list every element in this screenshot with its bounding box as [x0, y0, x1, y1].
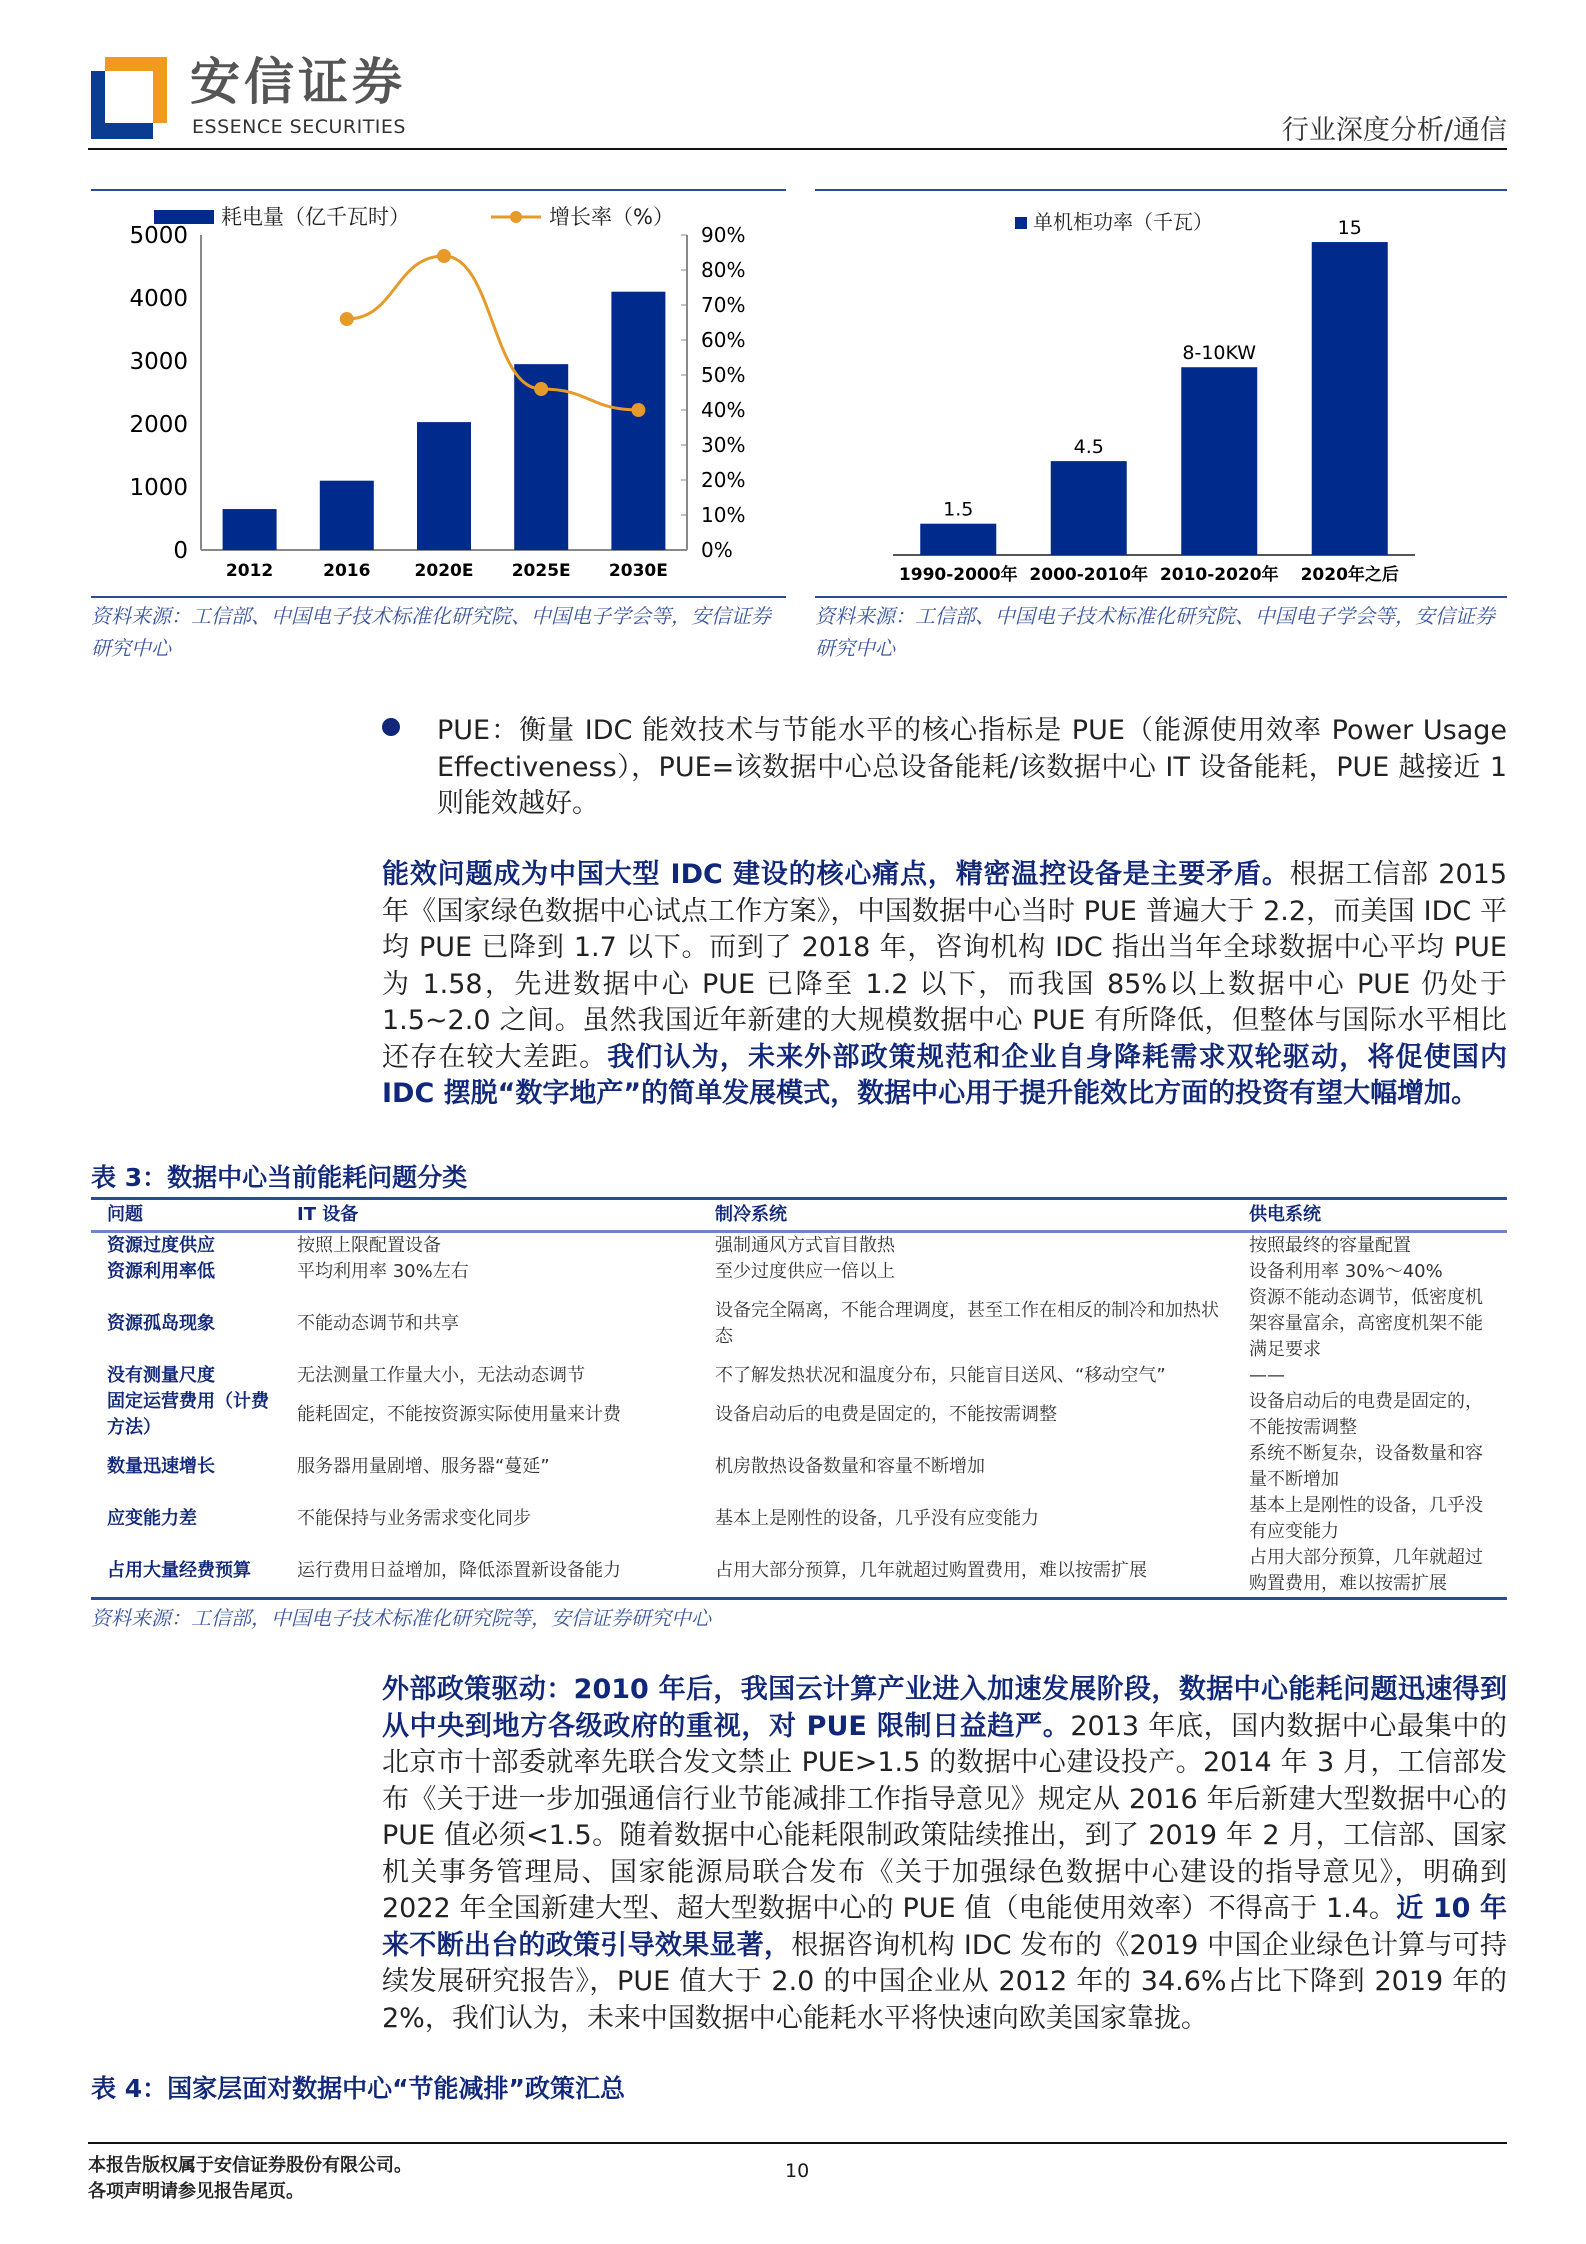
rack-power-chart [815, 195, 1507, 595]
table3-title: 表 3：数据中心当前能耗问题分类 [91, 1163, 468, 1192]
y2-tick-label: 90% [701, 223, 746, 247]
table-cell: 强制通风方式盲目散热 [715, 1235, 895, 1256]
issue-cell: 固定运营费用（计费方法） [107, 1391, 269, 1438]
table-row [91, 1232, 1507, 1260]
table-cell: 无法测量工作量大小，无法动态调节 [297, 1365, 585, 1386]
chart1-source: 资料来源：工信部、中国电子技术标准化研究院、中国电子学会等，安信证券研究中心 [91, 604, 771, 660]
para1-lead: 能效问题成为中国大型 IDC 建设的核心痛点，精密温控设备是主要矛盾。 [382, 859, 1290, 890]
table-row [91, 1285, 1507, 1363]
table-row [91, 1493, 1507, 1545]
growth-point [437, 249, 451, 263]
brand-name-cn: 安信证券 [190, 53, 406, 111]
issue-cell: 应变能力差 [107, 1508, 197, 1529]
data-label: 1.5 [943, 498, 974, 521]
col-header: IT 设备 [281, 1199, 699, 1232]
table-cell: 至少过度供应一倍以上 [715, 1261, 895, 1282]
main-flow [91, 1162, 1507, 2105]
issue-cell: 占用大量经费预算 [91, 1545, 281, 1599]
chart2-source: 资料来源：工信部、中国电子技术标准化研究院、中国电子学会等，安信证券研究中心 [815, 604, 1495, 660]
x-tick-label: 2020年之后 [1300, 565, 1399, 585]
data-label: 4.5 [1073, 436, 1104, 459]
brand-name-en: ESSENCE SECURITIES [192, 116, 406, 138]
x-tick-label: 2010-2020年 [1159, 565, 1279, 585]
table-cell: 能耗固定，不能按资源实际使用量来计费 [297, 1404, 621, 1425]
table4-title: 表 4：国家层面对数据中心“节能减排”政策汇总 [91, 2074, 625, 2103]
bar [1051, 461, 1127, 555]
para2-body: 2013 年底，国内数据中心最集中的北京市十部委就率先联合发文禁止 PUE>1.5 的数据中心建设投产。2014 年 3 月，工信部发布《关于进一步加强通信行业节能减排工作指导意见》规定从 2016 年后新建大型数据中心的 PUE 值必须<1.5。随着数据中心能耗限制政策陆续推出，到了 2019 年 2 月，工信部、国家机关事务管理局、国家能源局联合发布《关于加强绿色数据中心建设的指导意见》，明确到 2022 年全国新建大型、超大型数据中心的 PUE 值（电能使用效率）不得高于 1.4。 [382, 1710, 1507, 1924]
col-header: 制冷系统 [699, 1199, 1233, 1232]
bar [920, 524, 996, 555]
y-tick-label: 5000 [129, 223, 188, 249]
report-type: 行业深度分析/通信 [1281, 115, 1507, 146]
pue-bullet: PUE：衡量 IDC 能效技术与节能水平的核心指标是 PUE（能源使用效率 Power Usage Effectiveness），PUE=该数据中心总设备能耗/该数据中心 IT 设备能耗，PUE 越接近 1 则能效越好。 [437, 715, 1507, 819]
issue-cell: 资源孤岛现象 [107, 1313, 215, 1334]
growth-line [347, 256, 639, 410]
growth-point [631, 403, 645, 417]
y2-tick-label: 70% [701, 293, 746, 317]
data-label: 8-10KW [1182, 342, 1257, 365]
x-tick-label: 2012 [225, 561, 274, 581]
bar [611, 292, 665, 550]
y2-tick-label: 30% [701, 433, 746, 457]
para2-highlight: 近 10 年来不断出台的政策引导效果显著， [382, 1893, 1507, 1961]
table-cell: 服务器用量剧增、服务器“蔓延” [297, 1456, 550, 1477]
table-cell: 系统不断复杂，设备数量和容量不断增加 [1249, 1443, 1483, 1490]
bullet-icon [382, 718, 400, 736]
table-cell: 按照最终的容量配置 [1249, 1235, 1411, 1256]
data-label: 15 [1337, 217, 1362, 240]
col-header: 供电系统 [1233, 1199, 1507, 1232]
table-cell: 运行费用日益增加，降低添置新设备能力 [281, 1545, 699, 1599]
para1-conclusion: 我们认为，未来外部政策规范和企业自身降耗需求双轮驱动，将促使国内 IDC 摆脱“数字地产”的简单发展模式，数据中心用于提升能效比方面的投资有望大幅增加。 [382, 1041, 1508, 1109]
table-row [91, 1259, 1507, 1285]
col-header: 问题 [91, 1199, 281, 1232]
y2-tick-label: 60% [701, 328, 746, 352]
legend-label: 耗电量（亿千瓦时） [221, 205, 410, 229]
table3-source: 资料来源：工信部，中国电子技术标准化研究院等，安信证券研究中心 [91, 1606, 711, 1630]
y2-tick-label: 20% [701, 468, 746, 492]
x-tick-label: 2020E [414, 561, 474, 581]
issue-cell: 资源利用率低 [107, 1261, 215, 1282]
bar [1312, 242, 1388, 555]
table-row [91, 1363, 1507, 1389]
table-cell: 设备完全隔离，不能合理调度，甚至工作在相反的制冷和加热状态 [715, 1300, 1219, 1347]
legend-label: 增长率（%） [549, 205, 674, 229]
table-cell: 设备利用率 30%～40% [1249, 1261, 1443, 1282]
legend-bar-swatch [154, 210, 214, 224]
chart2-bottom-rule [815, 596, 1507, 598]
logo-icon [91, 57, 167, 139]
growth-point [534, 382, 548, 396]
bar [1181, 367, 1257, 555]
y2-tick-label: 80% [701, 258, 746, 282]
power-consumption-chart [91, 195, 786, 595]
paragraph-policy [382, 1672, 1507, 2037]
paragraph-efficiency [382, 857, 1507, 1113]
y-tick-label: 2000 [129, 412, 188, 438]
issue-cell: 资源过度供应 [107, 1235, 215, 1256]
footer-disclaimer: 各项声明请参见报告尾页。 [88, 2181, 304, 2202]
table-cell: 机房散热设备数量和容量不断增加 [715, 1456, 985, 1477]
table-cell: 设备启动后的电费是固定的，不能按需调整 [715, 1404, 1057, 1425]
y-tick-label: 0 [173, 538, 188, 564]
page-number: 10 [785, 2160, 810, 2182]
y2-tick-label: 10% [701, 503, 746, 527]
table-cell: 占用大部分预算，几年就超过购置费用，难以按需扩展 [1233, 1545, 1507, 1599]
y2-tick-label: 50% [701, 363, 746, 387]
para2-body2: 根据咨询机构 IDC 发布的《2019 中国企业绿色计算与可持续发展研究报告》，PUE 值大于 2.0 的中国企业从 2012 年的 34.6%占比下降到 2019 年的 2%，我们认为，未来中国数据中心能耗水平将快速向欧美国家靠拢。 [382, 1929, 1507, 2034]
growth-point [340, 312, 354, 326]
y2-tick-label: 40% [701, 398, 746, 422]
table-cell: 不能动态调节和共享 [297, 1313, 459, 1334]
bar [223, 509, 277, 550]
x-tick-label: 2016 [323, 561, 371, 581]
table-cell: 基本上是刚性的设备，几乎没有应变能力 [715, 1508, 1039, 1529]
para1-body: 根据工信部 2015 年《国家绿色数据中心试点工作方案》，中国数据中心当时 PUE 普遍大于 2.2，而美国 IDC 平均 PUE 已降到 1.7 以下。而到了 2018 年，咨询机构 IDC 指出当年全球数据中心平均 PUE 为 1.58，先进数据中心 PUE 已降至 1.2 以下，而我国 85%以上数据中心 PUE 仍处于 1.5~2.0 之间。虽然我国近年新建的大规模数据中心 PUE 有所降低，但整体与国际水平相比还存在较大差距。 [382, 859, 1507, 1073]
y-tick-label: 3000 [129, 349, 188, 375]
table-cell: 占用大部分预算，几年就超过购置费用，难以按需扩展 [699, 1545, 1233, 1599]
bar [417, 422, 471, 550]
table-cell: 不了解发热状况和温度分布，只能盲目送风、“移动空气” [715, 1365, 1166, 1386]
x-tick-label: 2025E [511, 561, 571, 581]
footer-copyright: 本报告版权属于安信证券股份有限公司。 [88, 2155, 412, 2176]
table-row [91, 1545, 1507, 1599]
table-cell: 不能保持与业务需求变化同步 [297, 1508, 531, 1529]
bar [320, 481, 374, 550]
table-row [91, 1441, 1507, 1493]
table-cell: —— [1249, 1365, 1285, 1386]
header-divider [88, 148, 1507, 150]
x-tick-label: 2000-2010年 [1029, 565, 1149, 585]
x-tick-label: 1990-2000年 [898, 565, 1018, 585]
table-cell: 基本上是刚性的设备，几乎没有应变能力 [1249, 1495, 1483, 1542]
issue-cell: 数量迅速增长 [107, 1456, 215, 1477]
para2-lead: 外部政策驱动：2010 年后，我国云计算产业进入加速发展阶段，数据中心能耗问题迅速得到从中央到地方各级政府的重视，对 PUE 限制日益趋严。 [382, 1674, 1507, 1742]
y-tick-label: 1000 [129, 475, 188, 501]
legend-swatch [1015, 217, 1027, 229]
chart1-top-rule [91, 189, 786, 191]
issue-cell: 没有测量尺度 [107, 1365, 215, 1386]
table-header-row [91, 1199, 1507, 1232]
y2-tick-label: 0% [701, 538, 733, 562]
y-tick-label: 4000 [129, 286, 188, 312]
table-cell: 设备启动后的电费是固定的，不能按需调整 [1249, 1391, 1483, 1438]
chart1-bottom-rule [91, 596, 786, 598]
legend-label: 单机柜功率（千瓦） [1033, 210, 1213, 234]
footer-divider [88, 2142, 1507, 2144]
table-cell: 平均利用率 30%左右 [297, 1261, 469, 1282]
table-cell: 资源不能动态调节，低密度机架容量富余，高密度机架不能满足要求 [1249, 1287, 1483, 1360]
table-cell: 按照上限配置设备 [297, 1235, 441, 1256]
table-row [91, 1389, 1507, 1441]
legend-marker [510, 211, 522, 223]
x-tick-label: 2030E [608, 561, 668, 581]
chart2-top-rule [815, 189, 1507, 191]
energy-issue-table [91, 1197, 1507, 1600]
